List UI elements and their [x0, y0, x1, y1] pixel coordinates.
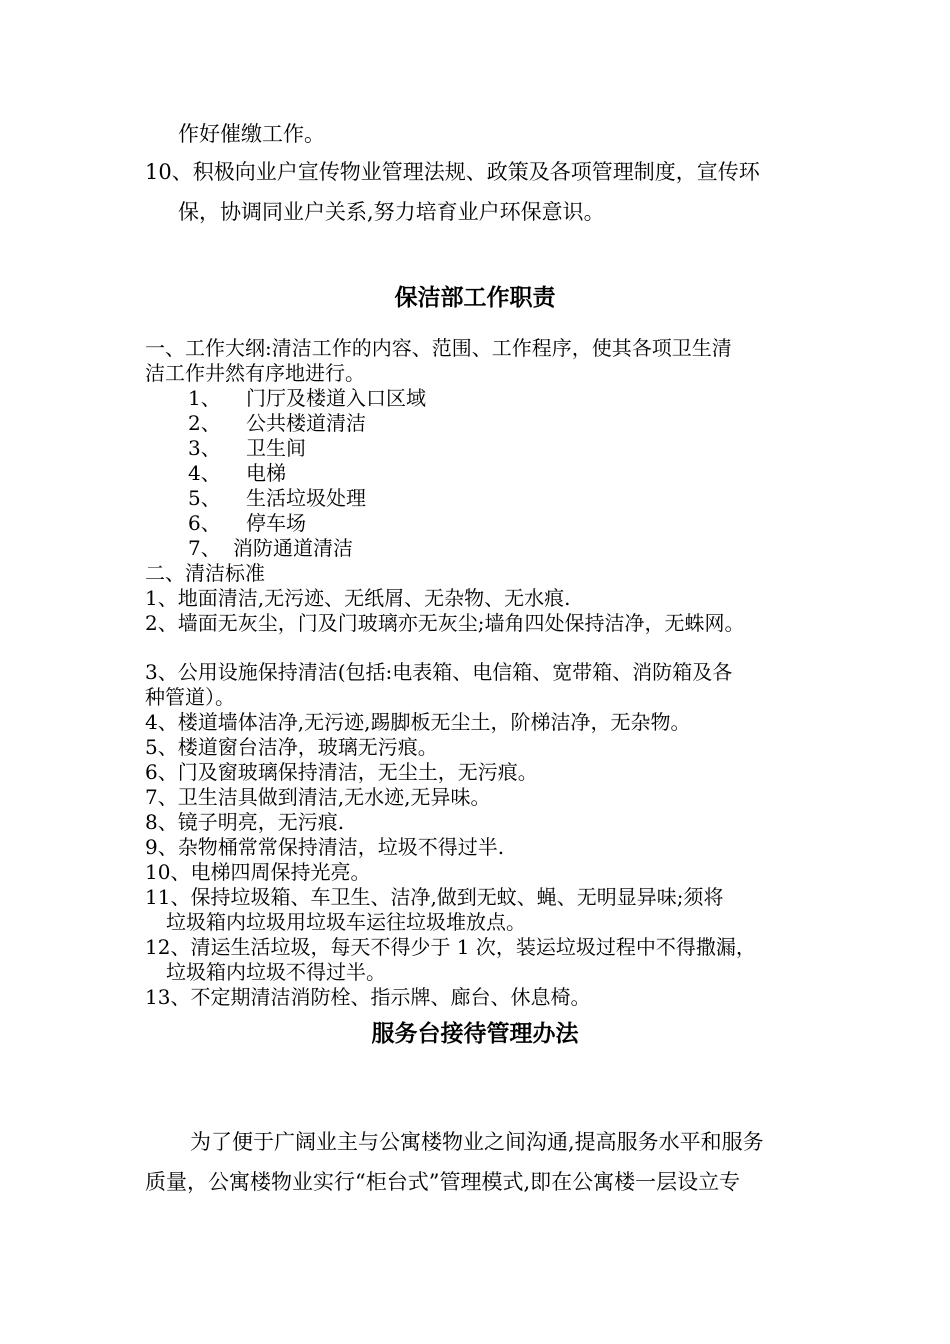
- list-item-number: 6、: [188, 511, 221, 535]
- list-item-number: 1、: [188, 386, 221, 410]
- list-item-text: 生活垃圾处理: [246, 486, 366, 510]
- paragraph-line: 10、积极向业户宣传物业管理法规、政策及各项管理制度，宣传环: [145, 160, 760, 184]
- paragraph-line: 垃圾箱内垃圾不得过半。: [166, 960, 386, 984]
- paragraph-line: 1、地面清洁,无污迹、无纸屑、无杂物、无水痕.: [145, 586, 571, 610]
- list-item-text: 停车场: [246, 511, 306, 535]
- list-item-text: 卫生间: [246, 436, 306, 460]
- paragraph-line: 2、墙面无灰尘，门及门玻璃亦无灰尘;墙角四处保持洁净，无蛛网。: [145, 611, 745, 635]
- list-item: [188, 386, 426, 410]
- paragraph-line: 8、镜子明亮，无污痕.: [145, 810, 345, 834]
- list-item-text: 门厅及楼道入口区域: [246, 386, 426, 410]
- paragraph-line: 7、卫生洁具做到清洁,无水迹,无异味。: [145, 785, 491, 809]
- paragraph-line: 为了便于广阔业主与公寓楼物业之间沟通,提高服务水平和服务: [190, 1130, 764, 1154]
- paragraph-line: 12、清运生活垃圾，每天不得少于 1 次，装运垃圾过程中不得撒漏，: [145, 935, 756, 959]
- section-title: 服务台接待管理办法: [371, 1020, 579, 1047]
- paragraph-line: 一、工作大纲:清洁工作的内容、范围、工作程序，使其各项卫生清: [145, 336, 732, 360]
- paragraph-line: 保，协调同业户关系,努力培育业户环保意识。: [178, 200, 605, 224]
- paragraph-line: 3、公用设施保持清洁(包括:电表箱、电信箱、宽带箱、消防箱及各: [145, 660, 733, 684]
- paragraph-line: 13、不定期清洁消防栓、指示牌、廊台、休息椅。: [145, 985, 591, 1009]
- paragraph-line: 5、楼道窗台洁净，玻璃无污痕。: [145, 735, 438, 759]
- paragraph-line: 种管道）。: [145, 685, 235, 709]
- list-item-number: 2、: [188, 411, 221, 435]
- list-item-number: 7、: [188, 536, 221, 560]
- list-item-number: 3、: [188, 436, 221, 460]
- section-title: 保洁部工作职责: [394, 284, 556, 311]
- list-item-text: 公共楼道清洁: [246, 411, 366, 435]
- list-item: [188, 536, 353, 560]
- subheading: 二、清洁标准: [145, 561, 265, 585]
- list-item-number: 5、: [188, 486, 221, 510]
- list-item: [188, 461, 286, 485]
- list-item: [188, 511, 306, 535]
- paragraph-line: 9、杂物桶常常保持清洁，垃圾不得过半.: [145, 835, 505, 859]
- paragraph-line: 6、门及窗玻璃保持清洁，无尘土，无污痕。: [145, 760, 538, 784]
- paragraph-line: 11、保持垃圾箱、车卫生、洁净,做到无蚊、蝇、无明显异味;须将: [145, 885, 724, 909]
- paragraph-line: 洁工作井然有序地进行。: [145, 361, 365, 385]
- paragraph-line: 作好催缴工作。: [178, 122, 325, 146]
- paragraph-line: 10、电梯四周保持光亮。: [145, 860, 371, 884]
- list-item: [188, 411, 366, 435]
- paragraph-line: 4、楼道墙体洁净,无污迹,踢脚板无尘土，阶梯洁净，无杂物。: [145, 710, 691, 734]
- paragraph-line: 垃圾箱内垃圾用垃圾车运往垃圾堆放点。: [166, 910, 526, 934]
- list-item-text: 消防通道清洁: [233, 536, 353, 560]
- list-item-text: 电梯: [246, 461, 286, 485]
- list-item-number: 4、: [188, 461, 221, 485]
- list-item: [188, 436, 306, 460]
- paragraph-line: 质量，公寓楼物业实行“柜台式”管理模式,即在公寓楼一层设立专: [145, 1170, 741, 1194]
- list-item: [188, 486, 366, 510]
